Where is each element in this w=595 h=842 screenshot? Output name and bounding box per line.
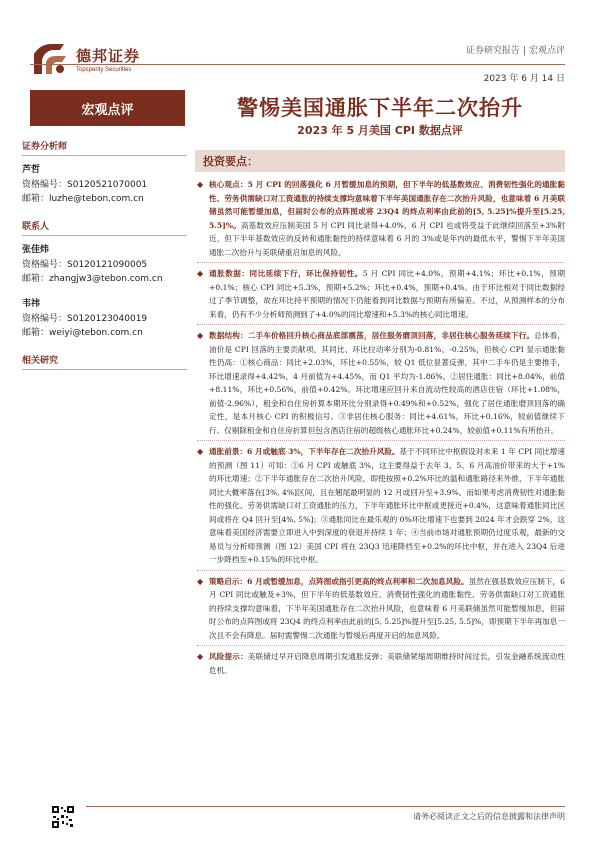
paragraph-body: 5 月 CPI 同比+4.0%，预期+4.1%；环比+0.1%，预期+0.1%；核心 CPI 同比+5.3%，预期+5.2%；环比+0.4%，预期+0.4%。由于环比相对于同比数据经过了季节调整，故在环比持平预期的情况下仍能看到同比数据与预期有所偏差。不过，从预测样本的分布来看，仍有不少分析师预测到了+4.0%的同比增速和+5.3%的核心同比增速。 xyxy=(209,269,565,319)
bullet-paragraph-risk xyxy=(197,650,565,677)
separator: | xyxy=(522,46,526,56)
disclaimer-text: 请务必阅读正文之后的信息披露和法律声明 xyxy=(413,812,565,821)
category-box: 宏观点评 xyxy=(30,90,185,126)
diamond-bullet-icon: ◆ xyxy=(197,652,204,661)
section-divider xyxy=(22,369,187,370)
paragraph-lead: 策略启示：6 月或暂缓加息，点阵图或指引更高的终点利率和二次加息风险。 xyxy=(209,576,469,586)
dotted-divider xyxy=(197,324,565,325)
contact-card xyxy=(22,242,187,286)
main-content xyxy=(197,178,565,677)
paragraph-lead: 通胀数据：同比延续下行，环比保持韧性。 xyxy=(209,269,363,278)
bullet-paragraph-core-view xyxy=(197,178,565,259)
paragraph-body: 虽然在强基数效应压制下，6 月 CPI 同比或触及+3%，但下半年的低基数效应、消费韧性强化的通胀黏性、劳务供需缺口对工资通胀的持续支撑均意味着，下半年美国通胀存在二次抬升风险，也意味着 6 月美联储虽然可能暂缓加息，但届时公布的点阵图或将 23Q4 的终点利率由此前的[5, 5.25]%提升至[5.25, 5.5]%，即预期下半年再加息一次且不会有降息。届时需警惕二次通胀与暂缓后再度开启的加息风险。 xyxy=(209,576,565,640)
analyst-cert: 资格编号：S0120521070001 xyxy=(22,180,148,190)
diamond-bullet-icon: ◆ xyxy=(197,331,204,340)
dotted-divider xyxy=(197,440,565,441)
section-divider xyxy=(22,155,187,156)
header-divider xyxy=(30,64,565,65)
bullet-paragraph-strategy xyxy=(197,575,565,643)
analyst-email[interactable]: 邮箱：luzhe@tebon.com.cn xyxy=(22,194,144,204)
sidebar xyxy=(22,136,187,376)
paragraph-body: 美联储过早开启降息周期引发通胀反弹；美联储紧缩周期维持时间过长，引发金融系统流动性危机。 xyxy=(209,652,566,675)
paragraph-lead: 核心观点：5 月 CPI 的回落强化 6 月暂缓加息的预期，但下半年的低基数效应、消费韧性强化的通胀黏性、劳务供需缺口对工资通胀的持续支撑均意味着下半年美国通胀存在二次抬升风险，也意味着 6 月美联储虽然可能暂缓加息，但届时公布的点阵图或将 23Q4 的终点利率由此前的[5, 5.25]%提升至[5.25, 5.5]%。 xyxy=(209,180,565,230)
bullet-paragraph-data-structure xyxy=(197,329,565,437)
paragraph-body: 总体看，油价是 CPI 回落的主要贡献项，其同比、环比拉动率分别为-0.81%、-0.25%，但核心 CPI 显示通胀黏性仍高：①核心商品：同比+2.03%，环比+0.55%，较 Q1 低位显著反弹，其中二手车仍是主要推手，环比增速录得+4.42%，4 月前值为+4.45%，而 Q1 平均为-1.86%。②居住通胀：同比+8.04%，前值+8.11%，环比+0.56%，前值+0.42%。环比增速应回升来自流动性较高的酒店住宿（环比+1.08%，前值-2.96%），租金和自住房折算本期环比分别录得+0.49%和+0.52%，强化了居住通胀磨顶回落的确定性，是本月核心 CPI 的积极信号。③非居住核心服务：同比+4.61%，环比+0.16%，较前值继续下行。仅剔除租金和自住房折算但包含酒店住宿的超级核心通胀环比+0.24%，较前值+0.11%有所抬升。 xyxy=(209,331,566,435)
paragraph-lead: 风险提示： xyxy=(209,652,248,661)
bullet-paragraph-inflation-data xyxy=(197,267,565,321)
paragraph-lead: 数据结构：二手车价格回升核心商品底部震荡，居住服务磨顶回落，非居住核心服务延续下行。 xyxy=(209,331,535,340)
contact-card xyxy=(22,296,187,340)
contact-email[interactable]: 邮箱：zhangjw3@tebon.com.cn xyxy=(22,274,163,284)
contact-cert: 资格编号：S0120121090005 xyxy=(22,260,148,270)
analyst-card xyxy=(22,162,187,206)
contact-cert: 资格编号：S0120123040019 xyxy=(22,314,148,324)
section-divider xyxy=(22,235,187,236)
contacts-heading: 联系人 xyxy=(22,222,50,232)
bullet-paragraph-inflation-outlook xyxy=(197,445,565,567)
report-subtitle: 2023 年 5 月美国 CPI 数据点评 xyxy=(297,124,463,137)
report-type xyxy=(466,43,565,56)
dotted-divider xyxy=(197,645,565,646)
report-title: 警惕美国通胀下半年二次抬升 xyxy=(237,96,523,120)
analyst-name: 芦哲 xyxy=(22,165,41,175)
qr-code-icon xyxy=(52,806,74,828)
contact-name: 韦祎 xyxy=(22,299,41,309)
diamond-bullet-icon: ◆ xyxy=(197,180,204,189)
diamond-bullet-icon: ◆ xyxy=(197,269,204,278)
paragraph-lead: 通胀前景：6 月或触底 3%，下半年存在二次抬升风险。 xyxy=(209,447,400,456)
investment-highlights-title: 投资要点： xyxy=(203,155,258,168)
contact-name: 张佳炜 xyxy=(22,245,50,255)
dotted-divider xyxy=(197,262,565,263)
paragraph-body: 基于不同环比中枢假设对未来 1 年 CPI 同比增速的预测（图 11）可知：①6 月 CPI 或触底 3%，这主要得益于去年 3、5、6 月高油价带来的大于+1%的环比增速；②下半年通胀存在二次抬升风险，即使按照+0.2%环比的温和通胀路径来外推，下半年通胀同比大概率落在[3%, 4%]区间，且在翘尾最明显的 12 月或回升至+3.9%。而如果考虑消费韧性对通胀黏性的强化、劳务供需缺口对工资通胀的压力，下半年通胀环比中枢或更接近+0.4%，这意味着通胀同比区间或将在 Q4 回升至[4%, 5%]；③通胀同比在最乐观的 0%环比增速下也要到 2024 年才会跌穿 2%，这意味着美国经济需要立即进入中到深度的衰退并持续 1 年；④当前市场对通胀预期仍过度乐观，最新的交易员与分析师预测（图 12）美国 CPI 将在 23Q3 迅速降档至+0.2%的环比中枢，并在进入 23Q4 后进一步降档至+0.15%的环比中枢。 xyxy=(209,447,565,564)
report-type-primary: 证券研究报告 xyxy=(465,46,520,56)
logo-english-name: Topsperity Securities xyxy=(76,67,132,73)
logo-emblem-icon xyxy=(30,40,70,78)
related-research-heading: 相关研究 xyxy=(22,356,59,366)
report-date: 2023 年 6 月 14 日 xyxy=(483,74,565,84)
footer-divider xyxy=(86,806,565,807)
report-type-secondary: 宏观点评 xyxy=(528,46,565,56)
company-logo xyxy=(30,40,140,78)
contact-email[interactable]: 邮箱：weiyi@tebon.com.cn xyxy=(22,328,143,338)
diamond-bullet-icon: ◆ xyxy=(197,447,204,456)
analysts-heading: 证券分析师 xyxy=(22,142,68,152)
dotted-divider xyxy=(197,570,565,571)
diamond-bullet-icon: ◆ xyxy=(197,576,204,586)
paragraph-body: 高基数效应压制美国 5 月 CPI 同比录得+4.0%，6 月 CPI 也或将受益于此继续回落至+3%附近，但下半年基数效应的反转和通胀黏性的持续意味着 6 月的 3%或是年内的最低水平，警惕下半年美国通胀二次抬升与美联储重启加息的风险。 xyxy=(209,220,565,257)
investment-highlights-bar xyxy=(195,150,565,172)
logo-chinese-name: 德邦证券 xyxy=(76,47,141,65)
